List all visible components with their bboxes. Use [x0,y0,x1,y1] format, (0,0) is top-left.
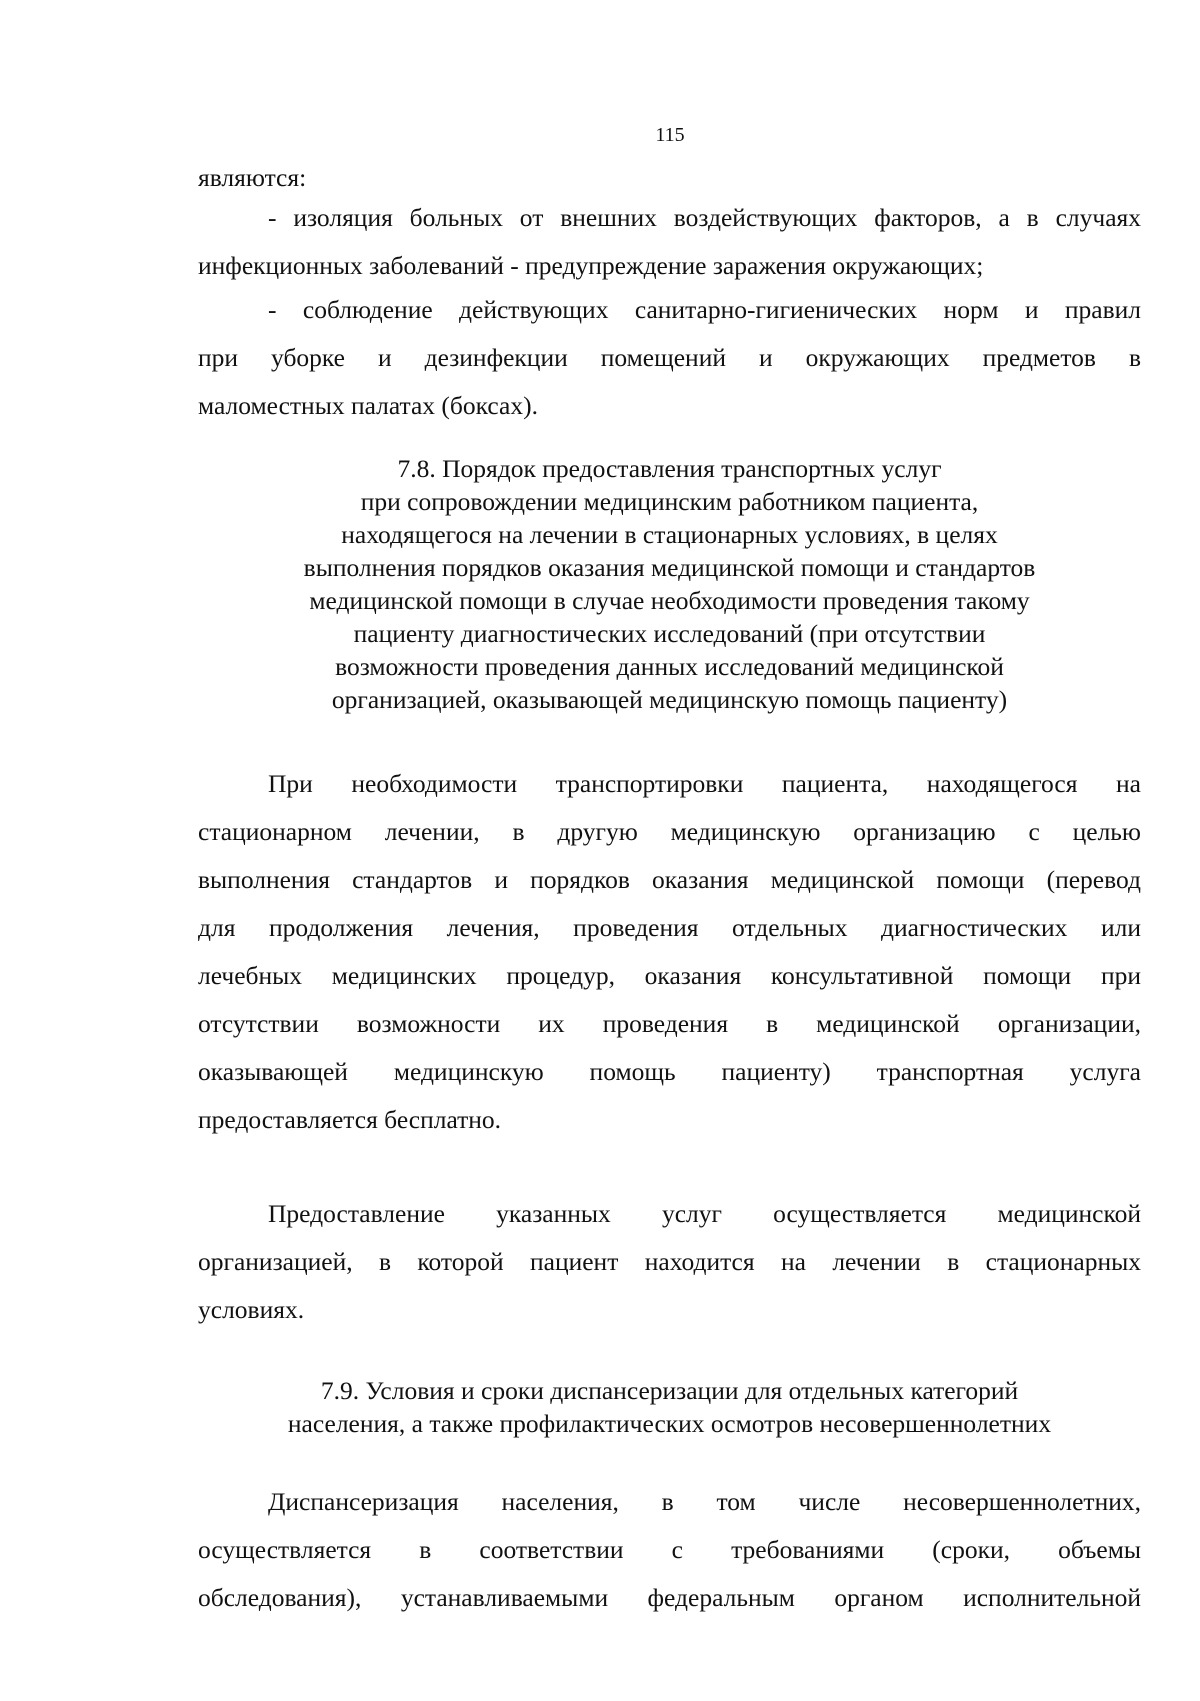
text-line: лечебных медицинских процедур, оказания консультативной помощи при [198,961,1141,990]
heading-line: выполнения порядков оказания медицинской помощи и стандартов [303,553,1036,582]
paragraph-isolation [198,194,1141,290]
text-line: осуществляется в соответствии с требованиями (сроки, объемы [198,1535,1141,1564]
paragraph-provider [198,1190,1141,1334]
text-line: выполнения стандартов и порядков оказания медицинской помощи (перевод [198,865,1141,894]
text-line: стационарном лечении, в другую медицинскую организацию с целью [198,817,1141,846]
heading-line: находящегося на лечении в стационарных условиях, в целях [341,520,998,549]
paragraph-dispensary [198,1478,1141,1622]
text-line: организацией, в которой пациент находится на лечении в стационарных [198,1247,1141,1276]
section-heading-7-8 [198,452,1141,716]
heading-line: при сопровождении медицинским работником пациента, [360,487,979,516]
heading-line: возможности проведения данных исследований медицинской [335,652,1004,681]
text-line: являются: [198,163,307,192]
text-line: - соблюдение действующих санитарно-гигиенических норм и правил [268,295,1141,324]
text-line: при уборке и дезинфекции помещений и окружающих предметов в [198,343,1141,372]
paragraph-sanitation [198,286,1141,430]
text-line: При необходимости транспортировки пациента, находящегося на [268,769,1141,798]
text-line: для продолжения лечения, проведения отдельных диагностических или [198,913,1141,942]
text-line: условиях. [198,1295,305,1324]
text-line: предоставляется бесплатно. [198,1105,502,1134]
text-line: инфекционных заболеваний - предупреждение заражения окружающих; [198,251,984,280]
heading-line: медицинской помощи в случае необходимости проведения такому [309,586,1030,615]
heading-line: организацией, оказывающей медицинскую помощь пациенту) [331,685,1008,714]
text-line: Предоставление указанных услуг осуществляется медицинской [268,1199,1141,1228]
text-line: - изоляция больных от внешних воздействующих факторов, а в случаях [268,203,1141,232]
text-line: маломестных палатах (боксах). [198,391,538,420]
heading-line: 7.9. Условия и сроки диспансеризации для отдельных категорий [320,1376,1019,1405]
text-line: отсутствии возможности их проведения в медицинской организации, [198,1009,1141,1038]
heading-line: пациенту диагностических исследований (при отсутствии [353,619,986,648]
page-number: 115 [655,124,685,146]
text-line: Диспансеризация населения, в том числе несовершеннолетних, [268,1487,1141,1516]
section-heading-7-9 [198,1374,1141,1440]
text-line: обследования), устанавливаемыми федеральным органом исполнительной [198,1583,1141,1612]
text-line: оказывающей медицинскую помощь пациенту) транспортная услуга [198,1057,1141,1086]
paragraph-transport [198,760,1141,1144]
heading-line: 7.8. Порядок предоставления транспортных услуг [397,454,942,483]
heading-line: населения, а также профилактических осмотров несовершеннолетних [287,1409,1052,1438]
